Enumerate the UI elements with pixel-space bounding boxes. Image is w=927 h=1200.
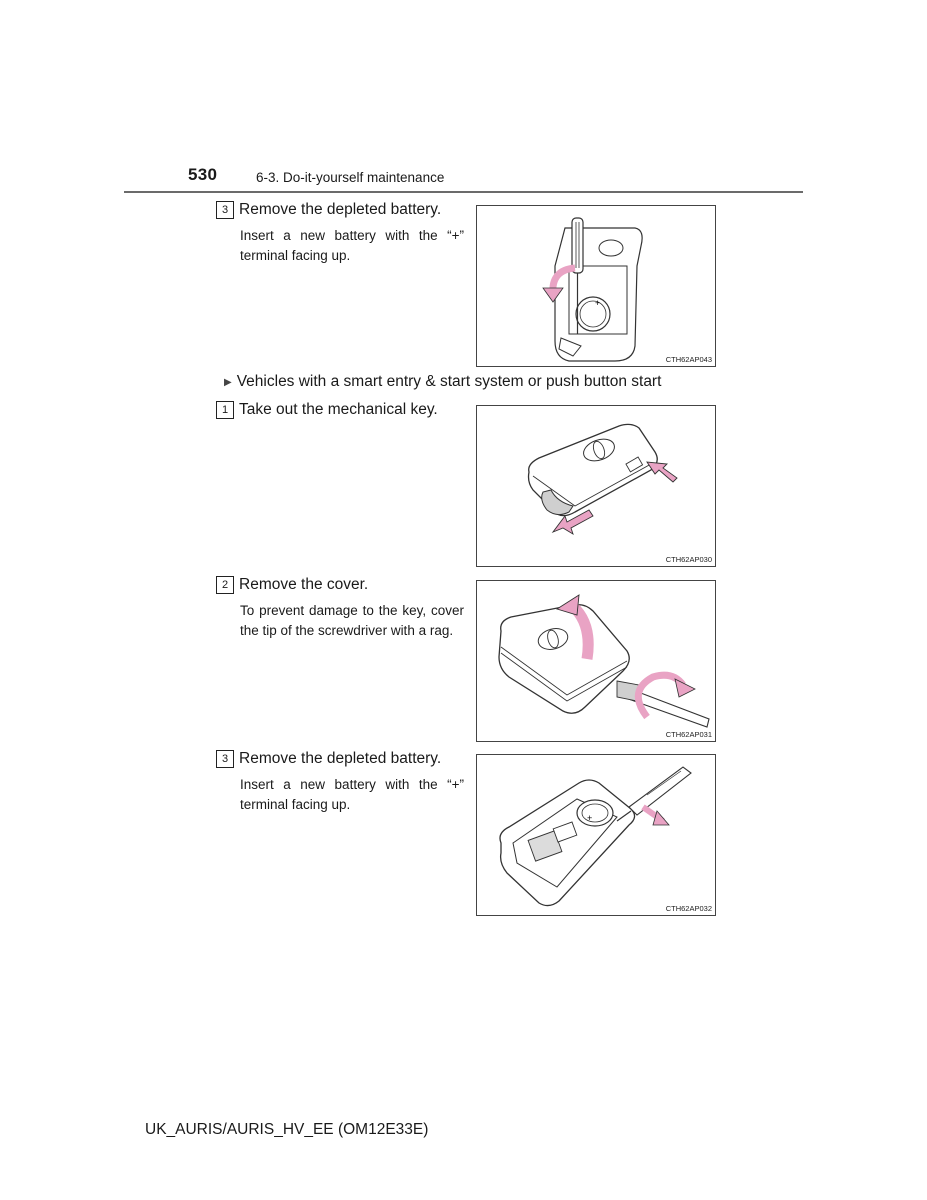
step-remove-cover bbox=[216, 576, 368, 594]
step-note: Insert a new battery with the “+” terminal facing up. bbox=[240, 777, 464, 812]
battery-plus-sign: + bbox=[587, 813, 593, 823]
page-number: 530 bbox=[188, 165, 218, 184]
figure-remove-cover bbox=[476, 580, 716, 742]
key-case-open-illustration bbox=[477, 206, 716, 367]
battery-plus-sign: + bbox=[595, 298, 601, 308]
step-number-badge: 2 bbox=[216, 576, 234, 594]
figure-code: CTH62AP043 bbox=[665, 355, 712, 364]
figure-code: CTH62AP032 bbox=[665, 904, 712, 913]
section-title: 6-3. Do-it-yourself maintenance bbox=[256, 170, 445, 185]
step-heading: Remove the cover. bbox=[239, 576, 369, 593]
step-number-badge: 3 bbox=[216, 750, 234, 768]
figure-mechanical-key bbox=[476, 405, 716, 567]
subsection-title bbox=[224, 373, 661, 391]
step-remove-battery bbox=[216, 750, 441, 768]
battery-removal-illustration bbox=[477, 755, 716, 916]
step-number-badge: 3 bbox=[216, 201, 234, 219]
footer-document-id: UK_AURIS/AURIS_HV_EE (OM12E33E) bbox=[145, 1121, 429, 1138]
step-take-out-key bbox=[216, 401, 438, 419]
step-remove-battery-top bbox=[216, 201, 441, 219]
triangle-bullet-icon: ▶ bbox=[224, 377, 232, 388]
step-heading: Take out the mechanical key. bbox=[239, 401, 438, 418]
subsection-text: Vehicles with a smart entry & start system or push button start bbox=[236, 373, 662, 390]
figure-code: CTH62AP030 bbox=[665, 555, 712, 564]
step-heading: Remove the depleted battery. bbox=[239, 750, 442, 767]
figure-screwdriver-battery bbox=[476, 205, 716, 367]
cover-removal-illustration bbox=[477, 581, 716, 742]
figure-remove-battery bbox=[476, 754, 716, 916]
step-number-badge: 1 bbox=[216, 401, 234, 419]
step-note: To prevent damage to the key, cover the tip of the screwdriver with a rag. bbox=[240, 603, 464, 638]
figure-code: CTH62AP031 bbox=[665, 730, 712, 739]
step-note: Insert a new battery with the “+” terminal facing up. bbox=[240, 228, 464, 263]
step-heading: Remove the depleted battery. bbox=[239, 201, 442, 218]
header-rule bbox=[124, 191, 803, 193]
smart-key-illustration bbox=[477, 406, 716, 567]
